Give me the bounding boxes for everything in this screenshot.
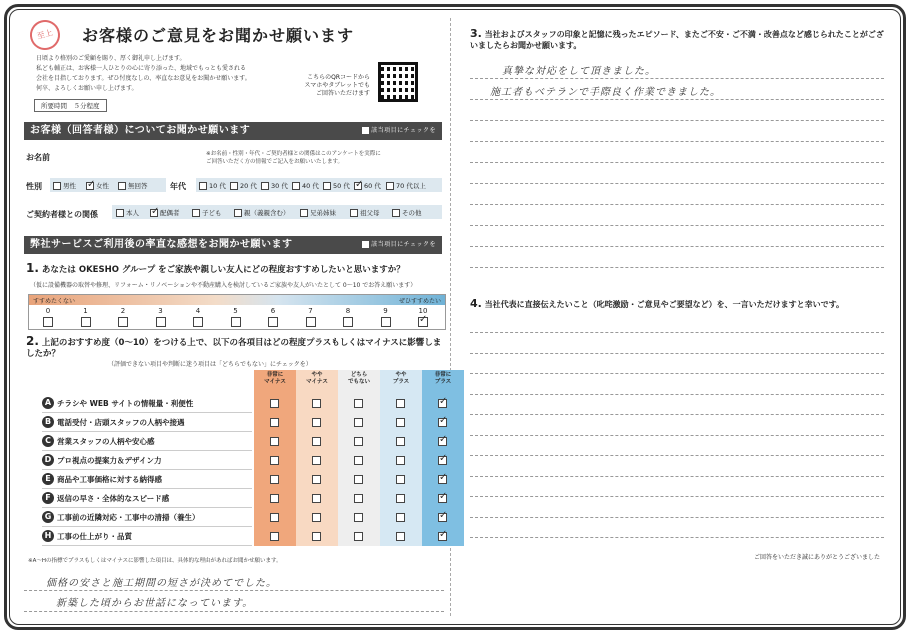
matrix-row [42, 432, 252, 451]
checkbox-icon [362, 127, 369, 134]
matrix-checkbox[interactable] [438, 456, 447, 465]
checkbox-icon [362, 241, 369, 248]
privacy-note: ※お名前・性別・年代・ご契約者様との関係はこのアンケートを実際に ご回答いただく方の情報でご記入をお願いいたします。 [206, 151, 381, 165]
matrix-checkbox[interactable] [396, 475, 405, 484]
matrix-cell[interactable] [254, 470, 296, 489]
answer-line [470, 162, 884, 163]
answer-line [470, 332, 884, 333]
matrix-cell[interactable] [422, 413, 464, 432]
relation-option[interactable]: 親（義親含む） [234, 208, 290, 217]
matrix-cell[interactable] [380, 489, 422, 508]
gender-option-male[interactable]: 男性 [53, 181, 76, 190]
matrix-cell[interactable] [422, 432, 464, 451]
recommend-scale [28, 294, 446, 330]
matrix-cell[interactable] [296, 451, 338, 470]
age-checkbox-1[interactable] [230, 182, 238, 190]
matrix-checkbox[interactable] [354, 418, 363, 427]
age-checkbox-0[interactable] [199, 182, 207, 190]
relation-option[interactable]: その他 [392, 208, 422, 217]
matrix-cell[interactable] [296, 470, 338, 489]
matrix-checkbox[interactable] [312, 399, 321, 408]
matrix-checkbox[interactable] [438, 494, 447, 503]
relation-checkbox-3[interactable] [234, 209, 242, 217]
right-page [462, 14, 896, 620]
answer-line [470, 225, 884, 226]
scale-number: 3 [158, 307, 163, 315]
scale-option-5[interactable] [217, 307, 255, 327]
age-option[interactable]: 10 代 [199, 181, 226, 190]
check-note: 該当項目にチェックを [362, 122, 436, 140]
section-bar-respondent [24, 122, 442, 140]
row-letter-icon: E [42, 473, 54, 485]
matrix-row [42, 489, 252, 508]
matrix-cell[interactable] [380, 432, 422, 451]
matrix-checkbox[interactable] [396, 399, 405, 408]
scale-checkbox[interactable] [418, 317, 428, 327]
age-checkbox-2[interactable] [261, 182, 269, 190]
matrix-column-header: どちら でもない [347, 372, 370, 385]
scale-checkbox[interactable] [118, 317, 128, 327]
matrix-row [42, 413, 252, 432]
matrix-checkbox[interactable] [312, 475, 321, 484]
age-option[interactable]: 30 代 [261, 181, 288, 190]
row-letter-icon: F [42, 492, 54, 504]
answer-line [470, 496, 884, 497]
age-option[interactable]: 70 代以上 [386, 181, 426, 190]
matrix-row [42, 470, 252, 489]
scale-option-7[interactable] [292, 307, 330, 327]
matrix-cell[interactable] [338, 489, 380, 508]
q4-title: 4. 当社代表に直接伝えたいこと（叱咤激励・ご意見やご要望など）を、一言いただけますと幸いです。 [470, 297, 844, 310]
matrix-checkbox[interactable] [312, 418, 321, 427]
answer-line [470, 476, 884, 477]
gender-option-female[interactable]: ✓ 女性 [86, 181, 109, 190]
matrix-checkbox[interactable] [312, 532, 321, 541]
matrix-checkbox[interactable] [396, 418, 405, 427]
gender-option-none[interactable]: 無回答 [118, 181, 148, 190]
relation-checkbox-6[interactable] [392, 209, 400, 217]
row-letter-icon: G [42, 511, 54, 523]
scale-checkbox[interactable] [43, 317, 53, 327]
row-label: 工事前の近隣対応・工事中の清掃（養生） [57, 512, 200, 522]
scale-number: 0 [45, 307, 51, 315]
matrix-checkbox[interactable] [354, 437, 363, 446]
handwritten-answer-3: 真摯な対応をして頂きました。 [502, 66, 656, 77]
relation-option[interactable]: ✓ 配偶者 [150, 208, 180, 217]
answer-line [470, 353, 884, 354]
q2-title: 2. 上記のおすすめ度（0〜10）をつける上で、以下の各項目はどの程度プラスもしくはマイナスに影響しましたか？ [26, 334, 442, 359]
matrix-cell[interactable] [338, 394, 380, 413]
matrix-cell[interactable] [254, 432, 296, 451]
scale-checkbox[interactable] [381, 317, 391, 327]
gender-label: 性別 [26, 182, 42, 191]
matrix-checkbox[interactable] [354, 513, 363, 522]
section-bar-feedback [24, 236, 442, 254]
scale-option-4[interactable] [179, 307, 217, 327]
matrix-cell[interactable] [254, 413, 296, 432]
left-page [16, 14, 450, 620]
matrix-checkbox[interactable] [396, 513, 405, 522]
scale-number: 4 [195, 307, 201, 315]
row-label: 商品や工事価格に対する納得感 [57, 474, 162, 484]
matrix-cell[interactable] [296, 394, 338, 413]
handwritten-answer-1: 価格の安さと施工期間の短さが決めてでした。 [46, 578, 277, 589]
matrix-checkbox[interactable] [396, 437, 405, 446]
scale-number: 6 [270, 307, 276, 315]
matrix-checkbox[interactable] [354, 532, 363, 541]
matrix-checkbox[interactable] [270, 513, 279, 522]
q3-title: 3. 当社およびスタッフの印象と記憶に残ったエピソード、またご不安・ご不満・改善点など感じられたことがございましたらお聞かせ願います。 [470, 27, 884, 50]
row-letter-icon: B [42, 416, 54, 428]
relation-option[interactable]: 子ども [192, 208, 222, 217]
matrix-cell[interactable] [338, 432, 380, 451]
scale-checkbox[interactable] [231, 317, 241, 327]
scale-low-label: すすめたくない [33, 298, 76, 305]
matrix-cell[interactable] [338, 451, 380, 470]
scale-option-2[interactable] [104, 307, 142, 327]
scale-option-0[interactable] [29, 307, 67, 327]
relation-option[interactable]: 本人 [116, 208, 139, 217]
age-option[interactable]: 40 代 [292, 181, 319, 190]
matrix-cell[interactable] [338, 527, 380, 546]
answer-line [470, 78, 884, 79]
relation-option[interactable]: 祖父母 [350, 208, 380, 217]
scale-checkbox[interactable] [268, 317, 278, 327]
matrix-cell[interactable] [422, 527, 464, 546]
matrix-cell[interactable] [422, 470, 464, 489]
matrix-footnote: ※A〜Hの指標でプラスもしくはマイナスに影響した項目は、具体的な理由があればお聞かせ願います。 [28, 558, 282, 564]
matrix-column-header: 非常に マイナス [264, 372, 286, 385]
matrix-cell[interactable] [254, 508, 296, 527]
thanks-note: ご回答をいただき誠にありがとうございました [753, 554, 880, 561]
scale-number: 5 [233, 307, 238, 315]
matrix-checkbox[interactable] [354, 456, 363, 465]
q2-subtitle: （評価できない項目や判断に迷う項目は「どちらでもない」にチェックを） [108, 361, 312, 368]
matrix-checkbox[interactable] [270, 399, 279, 408]
relation-checkbox-0[interactable] [116, 209, 124, 217]
matrix-cell[interactable] [422, 394, 464, 413]
scale-checkbox[interactable] [343, 317, 353, 327]
age-checkbox-5[interactable] [354, 182, 362, 190]
row-letter-icon: A [42, 397, 54, 409]
matrix-cell[interactable] [338, 470, 380, 489]
matrix-cell[interactable] [254, 394, 296, 413]
matrix-row [42, 508, 252, 527]
matrix-cell[interactable] [338, 413, 380, 432]
name-label: お名前 [26, 153, 50, 162]
age-checkbox-4[interactable] [323, 182, 331, 190]
matrix-cell[interactable] [254, 451, 296, 470]
matrix-cell[interactable] [380, 413, 422, 432]
row-label: 返信の早さ・全体的なスピード感 [57, 493, 170, 503]
scale-checkbox[interactable] [156, 317, 166, 327]
handwritten-answer-4: 施工者もベテランで手際良く作業できました。 [490, 87, 721, 98]
row-label: プロ視点の提案力＆デザイン力 [57, 455, 162, 465]
scale-number: 7 [308, 307, 313, 315]
matrix-checkbox[interactable] [270, 456, 279, 465]
age-checkbox-3[interactable] [292, 182, 300, 190]
scale-gradient [29, 295, 445, 305]
matrix-checkbox[interactable] [438, 399, 447, 408]
scale-checkbox[interactable] [81, 317, 91, 327]
matrix-cell[interactable] [380, 508, 422, 527]
scale-option-6[interactable] [254, 307, 292, 327]
answer-line [470, 455, 884, 456]
row-label: チラシや WEB サイトの情報量・利便性 [57, 398, 194, 408]
answer-line [470, 204, 884, 205]
q1-subtitle: （仮に設備機器の取替や修理、リフォーム・リノベーションや不動産購入を検討しているご家族や友人がいたとして 0〜10 でお答え願います） [30, 282, 417, 289]
matrix-cell[interactable] [380, 527, 422, 546]
answer-line [470, 141, 884, 142]
matrix-checkbox[interactable] [270, 418, 279, 427]
matrix-checkbox[interactable] [270, 494, 279, 503]
row-letter-icon: H [42, 530, 54, 542]
gender-checkbox-0[interactable] [53, 182, 61, 190]
answer-line [470, 246, 884, 247]
matrix-column-header: やや マイナス [306, 372, 328, 385]
matrix-cell[interactable] [254, 527, 296, 546]
gender-checkbox-1[interactable] [86, 182, 94, 190]
answer-line [470, 373, 884, 374]
answer-line [470, 537, 884, 538]
answer-line [24, 590, 444, 591]
relation-label: ご契約者様との関係 [26, 210, 98, 219]
age-checkbox-6[interactable] [386, 182, 394, 190]
scale-number: 8 [345, 307, 351, 315]
relation-option[interactable]: 兄弟姉妹 [300, 208, 336, 217]
matrix-row [42, 527, 252, 546]
scale-option-3[interactable] [142, 307, 180, 327]
matrix-checkbox[interactable] [396, 494, 405, 503]
scale-checkbox[interactable] [193, 317, 203, 327]
relation-checkbox-1[interactable] [150, 209, 158, 217]
matrix-checkbox[interactable] [438, 437, 447, 446]
row-letter-icon: D [42, 454, 54, 466]
scale-number: 2 [120, 307, 126, 315]
scale-option-1[interactable] [67, 307, 105, 327]
gender-checkbox-2[interactable] [118, 182, 126, 190]
answer-line [470, 394, 884, 395]
matrix-checkbox[interactable] [438, 513, 447, 522]
age-option[interactable]: ✓ 60 代 [354, 181, 381, 190]
page-title: お客様のご意見をお聞かせ願います [82, 26, 355, 45]
relation-checkbox-4[interactable] [300, 209, 308, 217]
matrix-checkbox[interactable] [396, 532, 405, 541]
matrix-cell[interactable] [254, 489, 296, 508]
matrix-checkbox[interactable] [312, 513, 321, 522]
matrix-cell[interactable] [296, 489, 338, 508]
matrix-checkbox[interactable] [270, 475, 279, 484]
matrix-cell[interactable] [422, 451, 464, 470]
matrix-checkbox[interactable] [270, 532, 279, 541]
matrix-checkbox[interactable] [438, 475, 447, 484]
answer-line [470, 517, 884, 518]
matrix-checkbox[interactable] [438, 418, 447, 427]
matrix-checkbox[interactable] [312, 494, 321, 503]
time-estimate: 所要時間 ５分程度 [34, 99, 107, 112]
matrix-column-header: 非常に プラス [434, 372, 452, 385]
matrix-checkbox[interactable] [354, 475, 363, 484]
answer-line [470, 414, 884, 415]
answer-line [470, 120, 884, 121]
scale-number: 9 [383, 307, 388, 315]
relation-checkbox-2[interactable] [192, 209, 200, 217]
answer-line [470, 183, 884, 184]
scale-high-label: ぜひすすめたい [398, 298, 441, 305]
q1-title: 1. あなたは OKESHO グループ をご家族や親しい友人にどの程度おすすめしたいと思いますか？ [26, 261, 405, 275]
matrix-cell[interactable] [296, 508, 338, 527]
answer-line [24, 611, 444, 612]
scale-option-10[interactable] [404, 307, 442, 327]
answer-line [470, 267, 884, 268]
section-title: お客様（回答者様）についてお聞かせ願います [30, 125, 251, 136]
check-note: 該当項目にチェックを [362, 236, 436, 254]
relation-checkbox-5[interactable] [350, 209, 358, 217]
matrix-cell[interactable] [296, 413, 338, 432]
matrix-checkbox[interactable] [438, 532, 447, 541]
row-label: 工事の仕上がり・品質 [57, 531, 132, 541]
section-title: 弊社サービスご利用後の率直な感想をお聞かせ願います [30, 239, 293, 250]
row-letter-icon: C [42, 435, 54, 447]
matrix-cell[interactable] [422, 489, 464, 508]
scale-option-8[interactable] [329, 307, 367, 327]
age-option[interactable]: 20 代 [230, 181, 257, 190]
row-label: 電話受付・店頭スタッフの人柄や接遇 [57, 417, 185, 427]
matrix-checkbox[interactable] [270, 437, 279, 446]
matrix-row [42, 451, 252, 470]
matrix-cell[interactable] [296, 432, 338, 451]
matrix-cell[interactable] [296, 527, 338, 546]
row-label: 営業スタッフの人柄や安心感 [57, 436, 155, 446]
stamp-icon: 至上 [27, 17, 64, 54]
matrix-cell[interactable] [380, 451, 422, 470]
matrix-row [42, 394, 252, 413]
age-label: 年代 [170, 182, 186, 191]
matrix-cell[interactable] [380, 394, 422, 413]
matrix-cell[interactable] [338, 508, 380, 527]
scale-option-9[interactable] [367, 307, 405, 327]
answer-line [470, 435, 884, 436]
qr-caption: こちらのQRコードから スマホやタブレットでも ご回答いただけます [304, 74, 370, 97]
intro-text: 日頃より格別のご愛顧を賜り、厚く御礼申し上げます。 私ども輔正は、お客様一人ひとりの心に寄り添った、地域でもっとも愛される 会社を目指しております。ぜひ忖度なしの、率直なお意見をお聞かせ願います。 何卒、よろしくお願い申し上げます。 [36, 55, 251, 92]
age-option[interactable]: 50 代 [323, 181, 350, 190]
matrix-checkbox[interactable] [354, 399, 363, 408]
scale-number: 1 [83, 307, 88, 315]
matrix-checkbox[interactable] [312, 437, 321, 446]
matrix-column-header: やや プラス [392, 372, 410, 385]
scale-number: 10 [418, 307, 428, 315]
matrix-checkbox[interactable] [312, 456, 321, 465]
handwritten-answer-2: 新築した頃からお世話になっています。 [56, 598, 254, 609]
matrix-cell[interactable] [422, 508, 464, 527]
qr-code-icon[interactable] [378, 62, 418, 102]
matrix-checkbox[interactable] [354, 494, 363, 503]
matrix-cell[interactable] [380, 470, 422, 489]
matrix-checkbox[interactable] [396, 456, 405, 465]
answer-line [470, 99, 884, 100]
scale-checkbox[interactable] [306, 317, 316, 327]
